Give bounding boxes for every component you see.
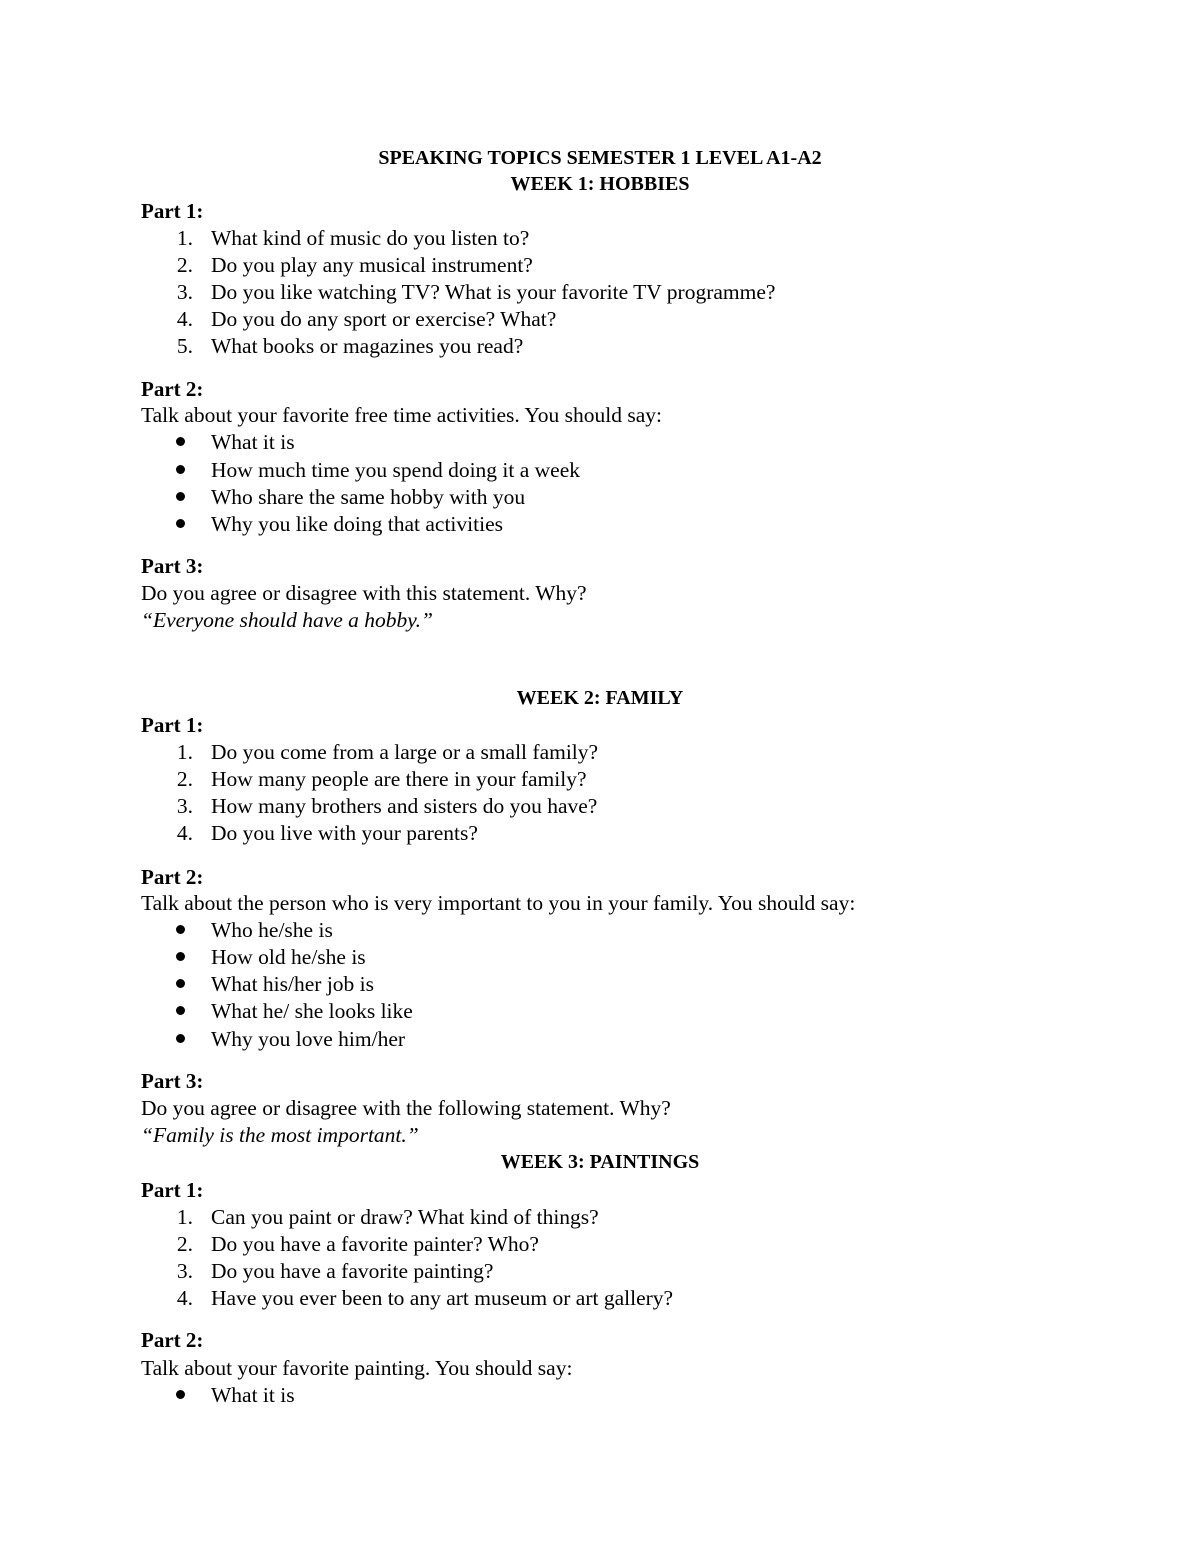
- list-number: 2.: [176, 253, 193, 277]
- week-3-question: Do you have a favorite painting?: [211, 1259, 494, 1283]
- list-number: 3.: [176, 1259, 193, 1283]
- week-3-heading: WEEK 3: PAINTINGS: [500, 1151, 700, 1173]
- list-number: 5.: [176, 334, 193, 358]
- week-3-part-1-label: Part 1:: [141, 1178, 204, 1202]
- week-3-part-2-label: Part 2:: [141, 1328, 204, 1352]
- week-2-part-2-prompt: Talk about the person who is very important to you in your family. You should say:: [141, 891, 856, 915]
- week-1-part-3-prompt: Do you agree or disagree with this statement. Why?: [141, 581, 587, 605]
- week-1-bullet: What it is: [211, 430, 295, 454]
- week-2-bullet: Why you love him/her: [211, 1027, 406, 1051]
- week-1-question: What kind of music do you listen to?: [211, 226, 530, 250]
- week-2-part-3-label: Part 3:: [141, 1069, 204, 1093]
- week-1-part-1-label: Part 1:: [141, 199, 204, 223]
- bullet-icon: [176, 519, 185, 528]
- week-1-part-2-label: Part 2:: [141, 377, 204, 401]
- week-1-part-3-quote: “Everyone should have a hobby.”: [141, 608, 433, 632]
- week-2-bullet: What he/ she looks like: [211, 999, 413, 1023]
- week-3-question: Have you ever been to any art museum or art gallery?: [211, 1286, 674, 1310]
- week-2-part-3-prompt: Do you agree or disagree with the following statement. Why?: [141, 1096, 671, 1120]
- week-2-bullet: Who he/she is: [211, 918, 333, 942]
- week-2-part-1-label: Part 1:: [141, 713, 204, 737]
- week-3-bullet: What it is: [211, 1383, 295, 1407]
- week-1-question: What books or magazines you read?: [211, 334, 524, 358]
- week-3-question: Do you have a favorite painter? Who?: [211, 1232, 539, 1256]
- week-2-bullet: What his/her job is: [211, 972, 375, 996]
- week-1-question: Do you play any musical instrument?: [211, 253, 533, 277]
- bullet-icon: [176, 1034, 185, 1043]
- week-2-question: How many people are there in your family?: [211, 767, 587, 791]
- week-1-part-3-label: Part 3:: [141, 554, 204, 578]
- list-number: 3.: [176, 280, 193, 304]
- bullet-icon: [176, 952, 185, 961]
- week-2-bullet: How old he/she is: [211, 945, 366, 969]
- bullet-icon: [176, 437, 185, 446]
- week-1-bullet: Why you like doing that activities: [211, 512, 503, 536]
- bullet-icon: [176, 492, 185, 501]
- week-2-question: How many brothers and sisters do you have?: [211, 794, 598, 818]
- week-3-part-2-prompt: Talk about your favorite painting. You should say:: [141, 1356, 573, 1380]
- week-1-bullet: Who share the same hobby with you: [211, 485, 526, 509]
- document-title: SPEAKING TOPICS SEMESTER 1 LEVEL A1-A2: [378, 147, 822, 169]
- list-number: 4.: [176, 821, 193, 845]
- week-1-bullet: How much time you spend doing it a week: [211, 458, 581, 482]
- week-2-heading: WEEK 2: FAMILY: [516, 687, 684, 709]
- list-number: 1.: [176, 1205, 193, 1229]
- bullet-icon: [176, 979, 185, 988]
- bullet-icon: [176, 1390, 185, 1399]
- list-number: 1.: [176, 226, 193, 250]
- list-number: 1.: [176, 740, 193, 764]
- list-number: 4.: [176, 1286, 193, 1310]
- week-2-part-2-label: Part 2:: [141, 865, 204, 889]
- list-number: 4.: [176, 307, 193, 331]
- week-1-question: Do you like watching TV? What is your favorite TV programme?: [211, 280, 776, 304]
- week-2-question: Do you come from a large or a small family?: [211, 740, 599, 764]
- week-1-part-2-prompt: Talk about your favorite free time activities. You should say:: [141, 403, 662, 427]
- week-3-question: Can you paint or draw? What kind of things?: [211, 1205, 599, 1229]
- week-1-heading: WEEK 1: HOBBIES: [510, 173, 690, 195]
- list-number: 3.: [176, 794, 193, 818]
- bullet-icon: [176, 465, 185, 474]
- week-2-part-3-quote: “Family is the most important.”: [141, 1123, 419, 1147]
- bullet-icon: [176, 1006, 185, 1015]
- week-2-question: Do you live with your parents?: [211, 821, 478, 845]
- list-number: 2.: [176, 767, 193, 791]
- bullet-icon: [176, 925, 185, 934]
- week-1-question: Do you do any sport or exercise? What?: [211, 307, 557, 331]
- list-number: 2.: [176, 1232, 193, 1256]
